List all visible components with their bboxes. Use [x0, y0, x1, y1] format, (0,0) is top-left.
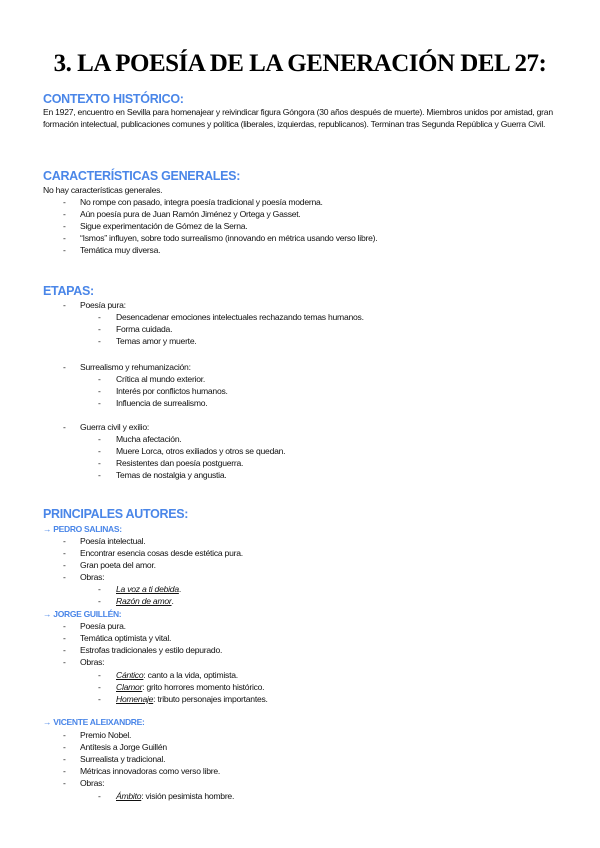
list-item: Interés por conflictos humanos.	[116, 386, 228, 396]
obra-title: La voz a ti debida	[116, 584, 179, 594]
list-dash: -	[98, 682, 101, 692]
etapa-label: Guerra civil y exilio:	[80, 422, 149, 432]
etapa-label: Surrealismo y rehumanización:	[80, 362, 191, 372]
obra-rest: : visión pesimista hombre.	[141, 791, 235, 801]
page-title: 3. LA POESÍA DE LA GENERACIÓN DEL 27:	[53, 50, 547, 77]
list-item: Aún poesía pura de Juan Ramón Jiménez y Ortega y Gasset.	[80, 209, 301, 219]
list-item: Obras:	[80, 657, 105, 667]
list-item: Temas amor y muerte.	[116, 336, 197, 346]
obra-rest: : canto a la vida, optimista.	[143, 670, 238, 680]
list-dash: -	[98, 596, 101, 606]
list-dash: -	[98, 470, 101, 480]
list-dash: -	[63, 245, 66, 255]
list-item: Poesía intelectual.	[80, 536, 146, 546]
obra-title: Razón de amor	[116, 596, 172, 606]
list-dash: -	[63, 572, 66, 582]
list-dash: -	[63, 300, 66, 310]
list-dash: -	[63, 621, 66, 631]
list-item: Resistentes dan poesía postguerra.	[116, 458, 244, 468]
list-dash: -	[63, 742, 66, 752]
list-dash: -	[98, 458, 101, 468]
list-dash: -	[63, 657, 66, 667]
list-item: Crítica al mundo exterior.	[116, 374, 206, 384]
list-item: Premio Nobel.	[80, 730, 132, 740]
list-item: “Ismos” influyen, sobre todo surrealismo (innovando en métrica usando verso libre).	[80, 233, 378, 243]
list-dash: -	[98, 324, 101, 334]
list-dash: -	[63, 766, 66, 776]
obra-title: Cántico	[116, 670, 144, 680]
obra-item	[116, 694, 268, 705]
list-dash: -	[63, 221, 66, 231]
list-dash: -	[63, 633, 66, 643]
list-dash: -	[63, 560, 66, 570]
list-item: Obras:	[80, 778, 105, 788]
obra-item	[116, 791, 234, 802]
list-item: Obras:	[80, 572, 105, 582]
obra-rest: : grito horrores momento histórico.	[142, 682, 265, 692]
list-dash: -	[63, 362, 66, 372]
list-dash: -	[63, 778, 66, 788]
obra-rest: : tributo personajes importantes.	[153, 694, 268, 704]
list-item: Sigue experimentación de Gómez de la Serna.	[80, 221, 248, 231]
list-dash: -	[98, 434, 101, 444]
list-dash: -	[98, 670, 101, 680]
list-dash: -	[63, 197, 66, 207]
list-dash: -	[63, 233, 66, 243]
obra-rest: .	[178, 584, 182, 594]
list-item: Temática optimista y vital.	[80, 633, 172, 643]
list-dash: -	[98, 584, 101, 594]
heading-etapas: ETAPAS:	[43, 284, 94, 298]
list-dash: -	[98, 791, 101, 801]
author-guillen: → JORGE GUILLÉN:	[43, 609, 122, 619]
obra-title: Clamor	[116, 682, 143, 692]
list-item: Influencia de surrealismo.	[116, 398, 208, 408]
caracteristicas-intro: No hay características generales.	[43, 185, 163, 195]
heading-contexto: CONTEXTO HISTÓRICO:	[43, 92, 184, 106]
list-item: Encontrar esencia cosas desde estética pura.	[80, 548, 243, 558]
list-item: Estrofas tradicionales y estilo depurado.	[80, 645, 223, 655]
list-item: Forma cuidada.	[116, 324, 173, 334]
list-dash: -	[63, 730, 66, 740]
obra-item	[116, 596, 174, 607]
author-aleixandre: → VICENTE ALEIXANDRE:	[43, 717, 145, 727]
list-dash: -	[98, 446, 101, 456]
heading-caracteristicas: CARACTERÍSTICAS GENERALES:	[43, 169, 241, 183]
list-dash: -	[63, 548, 66, 558]
obra-item	[116, 584, 181, 595]
obra-item	[116, 670, 238, 681]
obra-item	[116, 682, 264, 693]
list-dash: -	[63, 422, 66, 432]
list-item: Antítesis a Jorge Guillén	[80, 742, 167, 752]
heading-autores: PRINCIPALES AUTORES:	[43, 507, 189, 521]
list-dash: -	[63, 209, 66, 219]
list-item: Muere Lorca, otros exiliados y otros se quedan.	[116, 446, 286, 456]
list-item: Métricas innovadoras como verso libre.	[80, 766, 220, 776]
list-item: Surrealista y tradicional.	[80, 754, 166, 764]
list-dash: -	[98, 312, 101, 322]
list-dash: -	[98, 374, 101, 384]
etapa-label: Poesía pura:	[80, 300, 126, 310]
author-salinas: → PEDRO SALINAS:	[43, 524, 122, 534]
list-dash: -	[98, 336, 101, 346]
list-dash: -	[63, 754, 66, 764]
list-item: Desencadenar emociones intelectuales rechazando temas humanos.	[116, 312, 364, 322]
list-dash: -	[63, 645, 66, 655]
list-item: Gran poeta del amor.	[80, 560, 156, 570]
list-item: No rompe con pasado, integra poesía tradicional y poesía moderna.	[80, 197, 323, 207]
list-item: Poesía pura.	[80, 621, 126, 631]
list-item: Temática muy diversa.	[80, 245, 161, 255]
contexto-text: En 1927, encuentro en Sevilla para homenajear y reivindicar figura Góngora (30 años después de muerte). Miembros unidos por amistad, gran formación intelectual, publicaciones comunes y política (liberales, izquierdas, republicanos). Terminan tras Segunda República y Guerra Civil.	[43, 107, 553, 129]
obra-title: Homenaje	[116, 694, 154, 704]
list-dash: -	[98, 386, 101, 396]
list-item: Mucha afectación.	[116, 434, 182, 444]
list-item: Temas de nostalgia y angustia.	[116, 470, 227, 480]
obra-rest: .	[171, 596, 174, 606]
list-dash: -	[98, 694, 101, 704]
list-dash: -	[98, 398, 101, 408]
list-dash: -	[63, 536, 66, 546]
obra-title: Ámbito	[116, 791, 142, 801]
